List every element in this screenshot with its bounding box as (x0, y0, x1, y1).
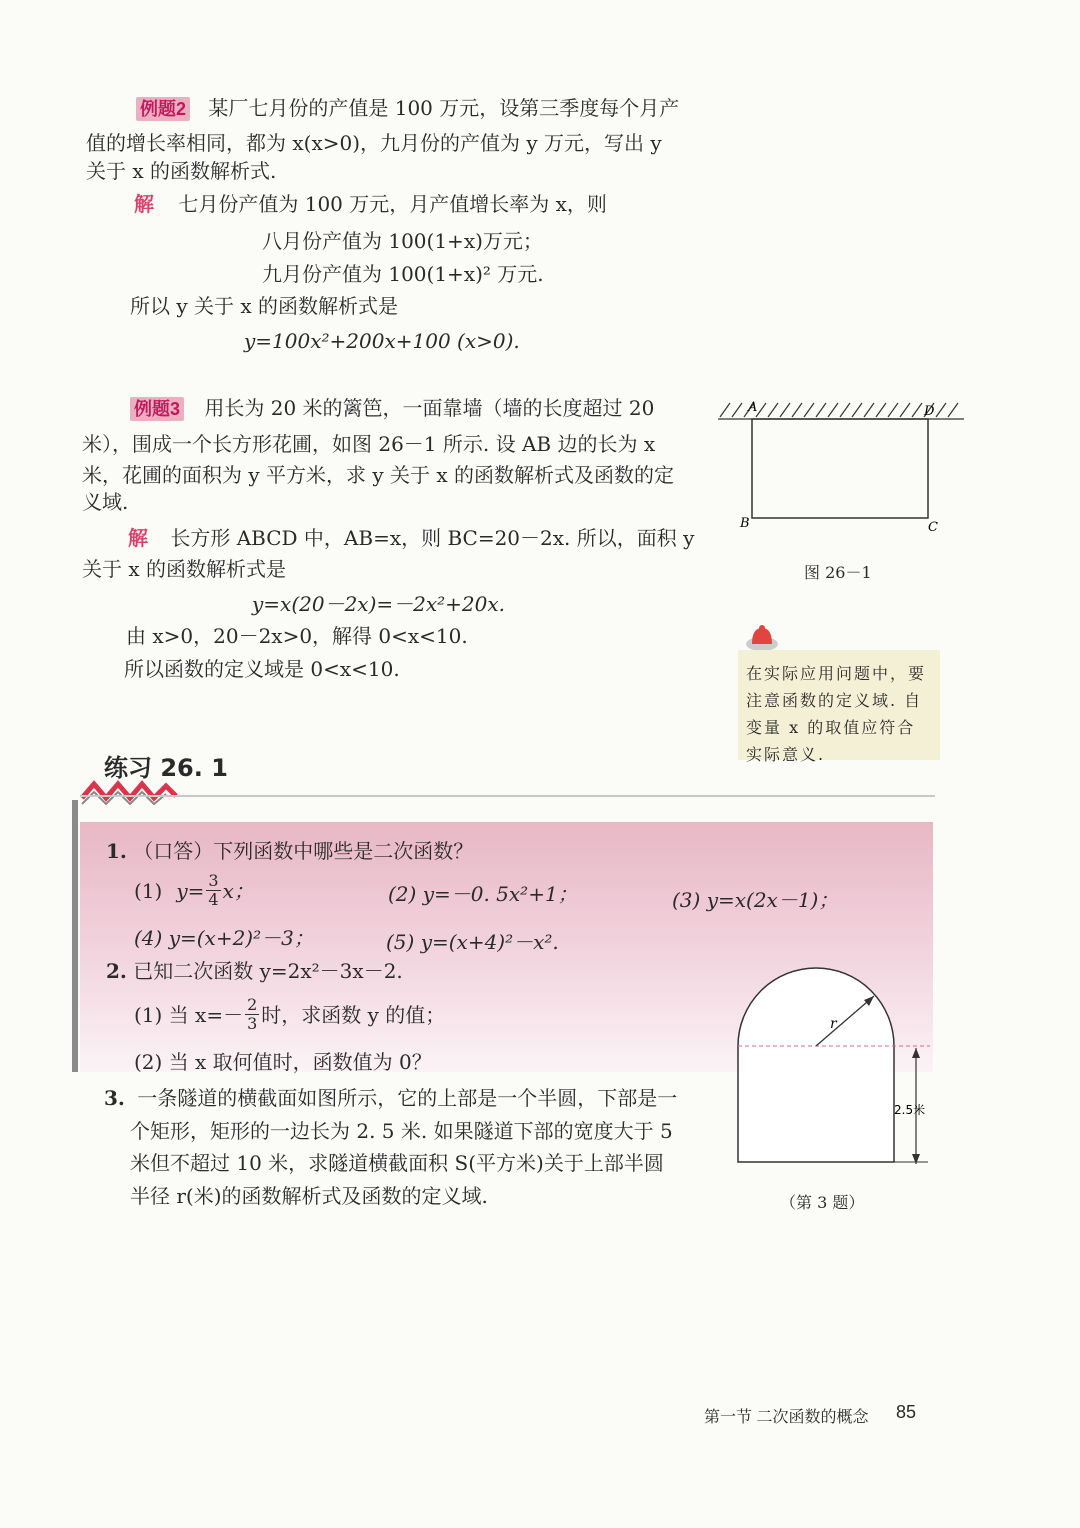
example2-solution-line3: 九月份产值为 100(1+x)² 万元. (262, 262, 544, 286)
example2-tag: 例题2 (136, 97, 190, 121)
q3-line3: 米但不超过 10 米，求隧道横截面积 S(平方米)关于上部半圆 (130, 1151, 664, 1175)
q1-option4: (4) y=(x+2)²－3； (134, 926, 314, 950)
radius-label: r (830, 1016, 837, 1032)
example3-line4: 义域. (82, 490, 129, 514)
q1-option5: (5) y=(x+4)²－x². (386, 930, 559, 954)
q3-number: 3. (104, 1086, 125, 1110)
page-number: 85 (896, 1402, 917, 1422)
q1-option1-fraction: $\frac{3}{4}$ (208, 871, 219, 909)
example2-equation: y=100x²+200x+100 (x>0). (244, 329, 520, 353)
q3-line1: 3. 一条隧道的横截面如图所示，它的上部是一个半圆，下部是一 (104, 1086, 678, 1110)
label-c: C (928, 520, 938, 535)
example2-line3: 关于 x 的函数解析式. (86, 159, 277, 183)
garden-rectangle (752, 419, 928, 518)
q2-number: 2. (106, 959, 127, 983)
example3-line3: 米，花圃的面积为 y 平方米，求 y 关于 x 的函数解析式及函数的定 (82, 463, 675, 487)
example3-tag: 例题3 (130, 397, 184, 421)
figure-26-1-caption: 图 26－1 (804, 563, 872, 582)
q2-stem: 2. 已知二次函数 y=2x²－3x－2. (106, 959, 403, 983)
q3-line2: 个矩形，矩形的一边长为 2. 5 米. 如果隧道下部的宽度大于 5 (130, 1119, 673, 1143)
example3-solution-tag: 解 (128, 528, 148, 550)
example2-solution-line4: 所以 y 关于 x 的函数解析式是 (130, 294, 399, 318)
tip-note (738, 650, 940, 764)
note-line2: 注意函数的定义域. 自 (746, 691, 923, 710)
example3-solution-line4: 由 x>0，20－2x>0，解得 0<x<10. (126, 624, 468, 648)
example2-line1: 例题2 某厂七月份的产值是 100 万元，设第三季度每个月产 (136, 92, 679, 124)
q3-figure-caption: （第 3 题） (780, 1193, 865, 1212)
exercise-title: 练习 26. 1 (104, 754, 228, 782)
example2-solution-line2: 八月份产值为 100(1+x)万元； (262, 229, 543, 253)
tunnel-outline (738, 968, 894, 1162)
example3-solution-line5: 所以函数的定义域是 0<x<10. (124, 657, 400, 681)
q2-part1: (1) 当 x=－ $\frac{2}{3}$ 时，求函数 y 的值； (134, 995, 446, 1033)
exercise-side-bar (72, 800, 78, 1072)
q3-line4: 半径 r(米)的函数解析式及函数的定义域. (130, 1184, 488, 1208)
note-line1: 在实际应用问题中，要 (746, 664, 927, 683)
label-b: B (740, 516, 750, 531)
example2-solution-tag: 解 (134, 194, 154, 216)
note-line4: 实际意义. (746, 745, 826, 764)
tunnel-figure (730, 962, 940, 1172)
example2-line2: 值的增长率相同，都为 x(x>0)，九月份的产值为 y 万元，写出 y (86, 131, 662, 155)
label-a: A (748, 400, 758, 415)
q2-part2: (2) 当 x 取何值时，函数值为 0？ (134, 1050, 432, 1074)
q1-stem: 1. （口答）下列函数中哪些是二次函数？ (106, 839, 474, 863)
note-line3: 变量 x 的取值应符合 (746, 718, 916, 737)
q1-option3: (3) y=x(2x－1)； (672, 888, 839, 912)
height-arrow-top-icon (912, 1048, 920, 1058)
example3-line2: 米），围成一个长方形花圃，如图 26－1 所示. 设 AB 边的长为 x (82, 432, 656, 456)
example3-solution-line1: 解 长方形 ABCD 中，AB=x，则 BC=20－2x. 所以，面积 y (128, 526, 695, 550)
example3-equation: y=x(20－2x)=－2x²+20x. (252, 592, 506, 616)
q2-part1-fraction: $\frac{2}{3}$ (247, 995, 258, 1033)
example3-line1: 例题3 用长为 20 米的篱笆，一面靠墙（墙的长度超过 20 (130, 392, 654, 424)
q1-number: 1. (106, 839, 127, 863)
q1-option1: (1) y= $\frac{3}{4}$ x； (134, 871, 254, 909)
example3-solution-line2: 关于 x 的函数解析式是 (82, 557, 286, 581)
zigzag-decoration-icon (80, 776, 180, 808)
figure-26-1 (710, 395, 970, 535)
footer-section: 第一节 二次函数的概念 (704, 1409, 869, 1426)
q1-option2: (2) y=－0. 5x²+1； (388, 882, 578, 906)
height-label: 2.5米 (894, 1103, 926, 1117)
exercise-divider (80, 795, 935, 797)
label-d: D (924, 404, 935, 419)
example2-solution-line1: 解 七月份产值为 100 万元，月产值增长率为 x，则 (134, 192, 607, 216)
